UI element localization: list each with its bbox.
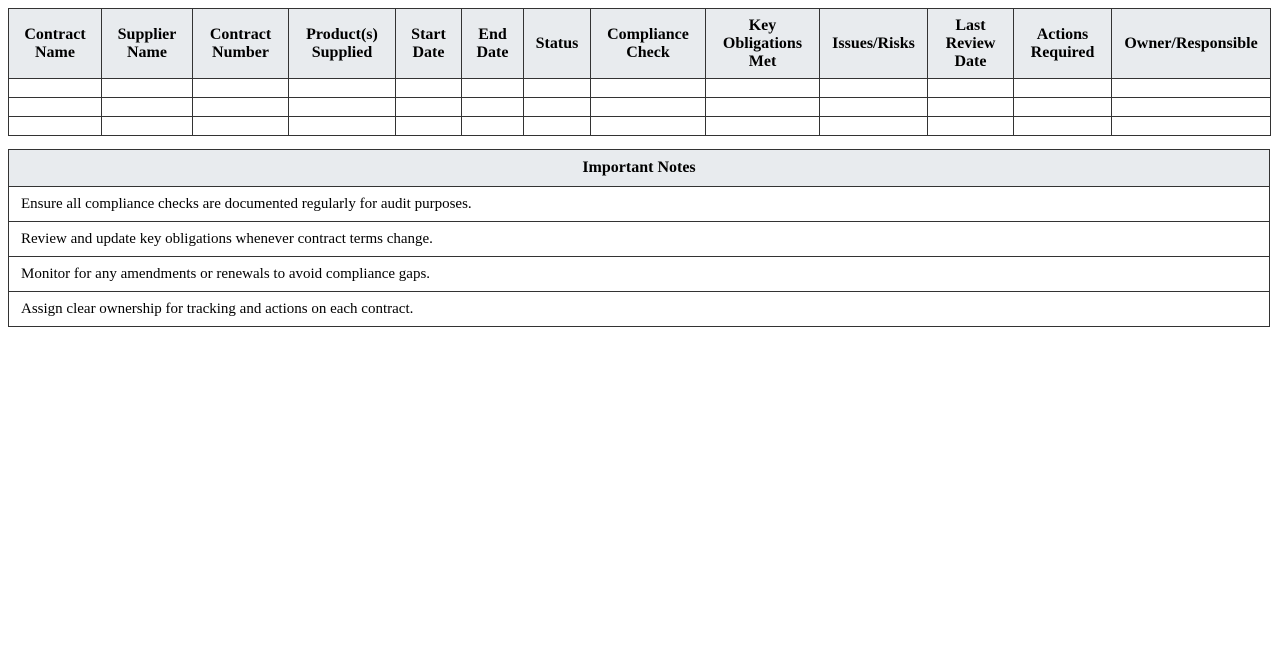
table-cell[interactable]: [1112, 117, 1271, 136]
table-cell[interactable]: [591, 117, 706, 136]
table-cell[interactable]: [462, 79, 524, 98]
table-cell[interactable]: [524, 98, 591, 117]
table-cell[interactable]: [1014, 98, 1112, 117]
column-header: Actions Required: [1014, 9, 1112, 79]
table-cell[interactable]: [1014, 117, 1112, 136]
column-header: Contract Number: [193, 9, 289, 79]
table-cell[interactable]: [928, 79, 1014, 98]
table-cell[interactable]: [9, 98, 102, 117]
column-header: Key Obligations Met: [706, 9, 820, 79]
column-header: Issues/Risks: [820, 9, 928, 79]
table-cell[interactable]: [820, 117, 928, 136]
table-cell[interactable]: [591, 79, 706, 98]
table-cell[interactable]: [1112, 98, 1271, 117]
table-cell[interactable]: [706, 117, 820, 136]
table-cell[interactable]: [193, 117, 289, 136]
table-cell[interactable]: [928, 98, 1014, 117]
table-cell[interactable]: [289, 98, 396, 117]
important-notes-table: [8, 149, 1270, 327]
table-cell[interactable]: [396, 98, 462, 117]
table-cell[interactable]: [706, 79, 820, 98]
column-header: Owner/Responsible: [1112, 9, 1271, 79]
table-cell[interactable]: [524, 79, 591, 98]
table-cell[interactable]: [820, 79, 928, 98]
column-header: End Date: [462, 9, 524, 79]
note-item: Monitor for any amendments or renewals to avoid compliance gaps.: [9, 257, 1270, 292]
table-cell[interactable]: [102, 98, 193, 117]
table-cell[interactable]: [193, 79, 289, 98]
table-row: [9, 79, 1271, 98]
column-header: Status: [524, 9, 591, 79]
table-cell[interactable]: [928, 117, 1014, 136]
column-header: Contract Name: [9, 9, 102, 79]
table-cell[interactable]: [396, 117, 462, 136]
table-cell[interactable]: [193, 98, 289, 117]
column-header: Start Date: [396, 9, 462, 79]
table-row: [9, 117, 1271, 136]
table-cell[interactable]: [1112, 79, 1271, 98]
note-item: Ensure all compliance checks are documented regularly for audit purposes.: [9, 187, 1270, 222]
table-cell[interactable]: [591, 98, 706, 117]
table-cell[interactable]: [462, 117, 524, 136]
note-item: Review and update key obligations whenever contract terms change.: [9, 222, 1270, 257]
table-cell[interactable]: [706, 98, 820, 117]
table-cell[interactable]: [102, 79, 193, 98]
table-cell[interactable]: [1014, 79, 1112, 98]
note-item: Assign clear ownership for tracking and actions on each contract.: [9, 292, 1270, 327]
table-cell[interactable]: [462, 98, 524, 117]
contracts-table: [8, 8, 1271, 136]
table-cell[interactable]: [289, 79, 396, 98]
column-header: Last Review Date: [928, 9, 1014, 79]
table-cell[interactable]: [396, 79, 462, 98]
table-cell[interactable]: [9, 79, 102, 98]
table-cell[interactable]: [102, 117, 193, 136]
column-header: Compliance Check: [591, 9, 706, 79]
table-cell[interactable]: [9, 117, 102, 136]
table-cell[interactable]: [524, 117, 591, 136]
table-cell[interactable]: [820, 98, 928, 117]
table-row: [9, 98, 1271, 117]
column-header: Product(s) Supplied: [289, 9, 396, 79]
column-header: Supplier Name: [102, 9, 193, 79]
notes-title: Important Notes: [9, 150, 1270, 187]
table-cell[interactable]: [289, 117, 396, 136]
